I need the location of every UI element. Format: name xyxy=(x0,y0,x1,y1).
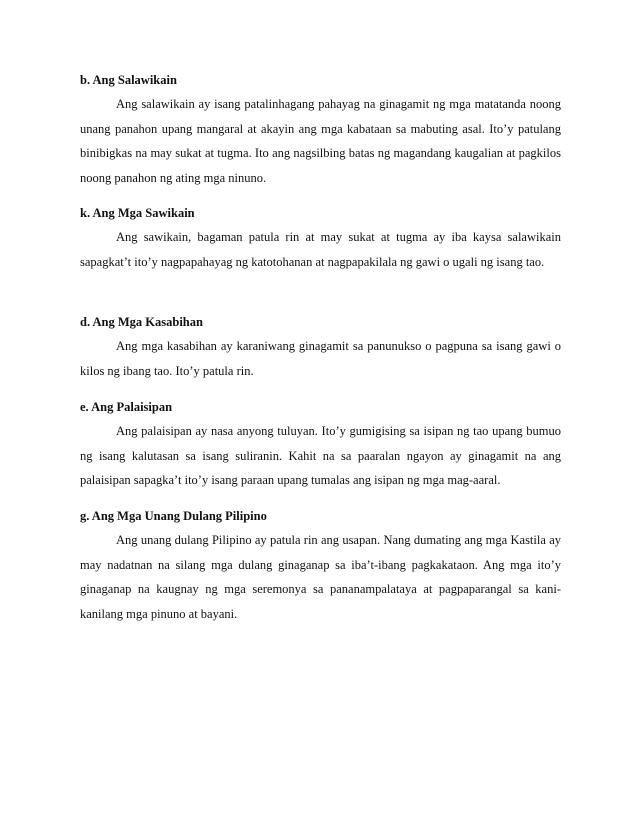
section-paragraph: Ang sawikain, bagaman patula rin at may sukat at tugma ay iba kaysa salawikain sapagkat’t ito’y nagpapahayag ng katotohanan at nagpapakilala ng gawi o ugali ng isang tao. xyxy=(80,230,561,269)
section-paragraph: Ang salawikain ay isang patalinhagang pahayag na ginagamit ng mga matatanda noong unang panahon upang mangaral at akayin ang mga kabataan sa mabuting asal. Ito’y patulang binibigkas na may sukat at tugma. Ito ang nagsilbing batas ng magandang kaugalian at pagkilos noong panahon ng ating mga ninuno. xyxy=(80,97,561,185)
section-unang-dulang-pilipino xyxy=(80,504,561,626)
section-paragraph: Ang unang dulang Pilipino ay patula rin ang usapan. Nang dumating ang mga Kastila ay may nadatnan na silang mga dulang ginaganap sa iba’t-ibang pagkakataon. Ang mga ito’y ginaganap na kaugnay ng mga seremonya sa pananampalataya at pagpaparangal sa kani-kanilang mga pinuno at bayani. xyxy=(80,533,561,621)
section-heading: g. Ang Mga Unang Dulang Pilipino xyxy=(80,509,267,523)
section-salawikain xyxy=(80,68,561,190)
section-palaisipan xyxy=(80,395,561,493)
section-heading: d. Ang Mga Kasabihan xyxy=(80,315,203,329)
section-heading: k. Ang Mga Sawikain xyxy=(80,206,195,220)
section-heading: b. Ang Salawikain xyxy=(80,73,177,87)
section-paragraph: Ang mga kasabihan ay karaniwang ginagamit sa panunukso o pagpuna sa isang gawi o kilos ng ibang tao. Ito’y patula rin. xyxy=(80,339,561,378)
section-sawikain xyxy=(80,201,561,274)
section-kasabihan xyxy=(80,310,561,383)
section-paragraph: Ang palaisipan ay nasa anyong tuluyan. Ito’y gumigising sa isipan ng tao upang bumuo ng isang kalutasan sa isang suliranin. Kahit na sa paaralan ngayon ay ginagamit na ang palaisipan sapagka’t ito’y isang paraan upang tumalas ang isipan ng mga mag-aaral. xyxy=(80,424,561,487)
section-heading: e. Ang Palaisipan xyxy=(80,400,173,414)
